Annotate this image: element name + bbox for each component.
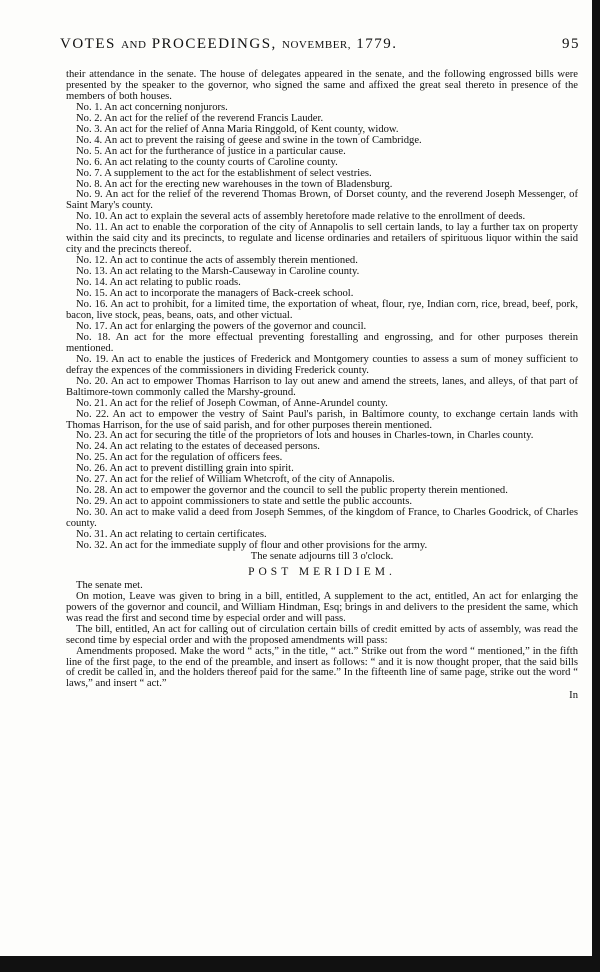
act-item: No. 7. A supplement to the act for the establishment of select vestries. [76, 167, 372, 179]
scan-border-bottom [0, 956, 600, 972]
act-item: No. 6. An act relating to the county courts of Caroline county. [76, 156, 338, 168]
paragraph-bill-second-reading: The bill, entitled, An act for calling out of circulation certain bills of credit emitted by acts of assembly, was read the second time by especial order and with the proposed amendments will pass: [66, 623, 578, 646]
act-item: No. 29. An act to appoint commissioners to state and settle the public accounts. [76, 496, 412, 508]
page-body [66, 70, 578, 702]
section-title: POST MERIDIEM. [248, 565, 396, 578]
header-and: AND [121, 39, 147, 51]
act-item: No. 3. An act for the relief of Anna Maria Ringgold, of Kent county, widow. [76, 123, 399, 135]
act-item: No. 23. An act for securing the title of the proprietors of lots and houses in Charles-town, in Charles county. [76, 430, 534, 442]
act-item: No. 24. An act relating to the estates of deceased persons. [76, 441, 320, 453]
act-item: No. 2. An act for the relief of the reverend Francis Lauder. [76, 112, 324, 124]
header-year: 1779. [356, 36, 398, 52]
act-item: No. 30. An act to make valid a deed from Joseph Semmes, of the kingdom of France, to Charles Goodrick, of Charles county. [66, 507, 578, 530]
act-item: No. 22. An act to empower the vestry of Saint Paul's parish, in Baltimore county, to exchange certain lands with Thomas Harrison, for the use of said parish, and for other purposes therein mentioned. [66, 408, 578, 431]
act-item: No. 9. An act for the relief of the reverend Thomas Brown, of Dorset county, and the reverend Joseph Messenger, of Saint Mary's county. [66, 189, 578, 212]
act-item: No. 11. An act to enable the corporation of the city of Annapolis to sell certain lands, to lay a further tax on property within the said city and its precincts, to regulate and license ordinaries and retailers of spirituous liquor within the said city and the precincts thereof. [66, 222, 578, 256]
act-item: No. 31. An act relating to certain certificates. [76, 529, 267, 541]
act-item: No. 17. An act for enlarging the powers of the governor and council. [76, 320, 367, 332]
running-header [60, 36, 580, 53]
paragraph-amendments: Amendments proposed. Make the word “ acts,” in the title, “ act.” Strike out from the word “ mentioned,” in the fifth line of the first page, to the end of the preamble, and insert as follows: “ and it is now thought proper, that the said bills of credit be called in, and the holders thereof paid for the same.” In the fifteenth line of same page, strike out the word “ laws,” and insert “ act.” [66, 645, 578, 690]
act-item: No. 14. An act relating to public roads. [76, 277, 241, 289]
act-item: No. 25. An act for the regulation of officers fees. [76, 452, 283, 464]
header-proceedings: PROCEEDINGS, [151, 36, 277, 52]
act-item: No. 20. An act to empower Thomas Harrison to lay out anew and amend the streets, lanes, and alleys, of that part of Baltimore-town commonly called the Marshy-ground. [66, 375, 578, 398]
header-month: NOVEMBER, [282, 39, 352, 51]
paragraph-leave-granted: On motion, Leave was given to bring in a bill, entitled, A supplement to the act, entitled, An act for enlarging the powers of the governor and council, and William Hindman, Esq; brings in and delivers to the president the same, which was read the first and second time by especial order and will pass. [66, 590, 578, 624]
act-item: No. 4. An act to prevent the raising of geese and swine in the town of Cambridge. [76, 134, 422, 146]
act-item: No. 12. An act to continue the acts of assembly therein mentioned. [76, 255, 358, 267]
act-item: No. 10. An act to explain the several acts of assembly heretofore made relative to the enrollment of deeds. [76, 211, 526, 223]
act-item: No. 5. An act for the furtherance of justice in a particular cause. [76, 145, 346, 157]
act-item: No. 15. An act to incorporate the managers of Back-creek school. [76, 288, 354, 300]
act-item: No. 18. An act for the more effectual preventing forestalling and engrossing, and for other purposes therein mentioned. [66, 331, 578, 354]
act-item: No. 8. An act for the erecting new warehouses in the town of Bladensburg. [76, 178, 393, 190]
intro-paragraph: their attendance in the senate. The house of delegates appeared in the senate, and the following engrossed bills were presented by the speaker to the governor, who signed the same and affixed the great seal thereto in presence of the members of both houses. [66, 69, 578, 102]
senate-met-line: The senate met. [76, 579, 143, 591]
act-item: No. 19. An act to enable the justices of Frederick and Montgomery counties to assess a sum of money sufficient to defray the expences of the commissioners in dividing Frederick county. [66, 353, 578, 376]
act-item: No. 32. An act for the immediate supply of flour and other provisions for the army. [76, 539, 428, 551]
scan-border-right [592, 0, 600, 972]
adjournment-notice: The senate adjourns till 3 o'clock. [250, 550, 394, 562]
act-item: No. 13. An act relating to the Marsh-Causeway in Caroline county. [76, 266, 360, 278]
act-item: No. 1. An act concerning nonjurors. [76, 101, 228, 113]
act-item: No. 27. An act for the relief of William Whetcroft, of the city of Annapolis. [76, 474, 395, 486]
page-number: 95 [562, 36, 580, 52]
catchword: In [569, 690, 578, 702]
acts-list [66, 103, 578, 552]
act-item: No. 26. An act to prevent distilling grain into spirit. [76, 463, 294, 475]
act-item: No. 28. An act to empower the governor and the council to sell the public property therein mentioned. [76, 485, 508, 497]
act-item: No. 16. An act to prohibit, for a limited time, the exportation of wheat, flour, rye, Indian corn, rice, bread, beef, pork, bacon, live stock, peas, beans, oats, and other victual. [66, 299, 578, 321]
header-votes: VOTES [60, 36, 116, 52]
act-item: No. 21. An act for the relief of Joseph Cowman, of Anne-Arundel county. [76, 397, 388, 409]
